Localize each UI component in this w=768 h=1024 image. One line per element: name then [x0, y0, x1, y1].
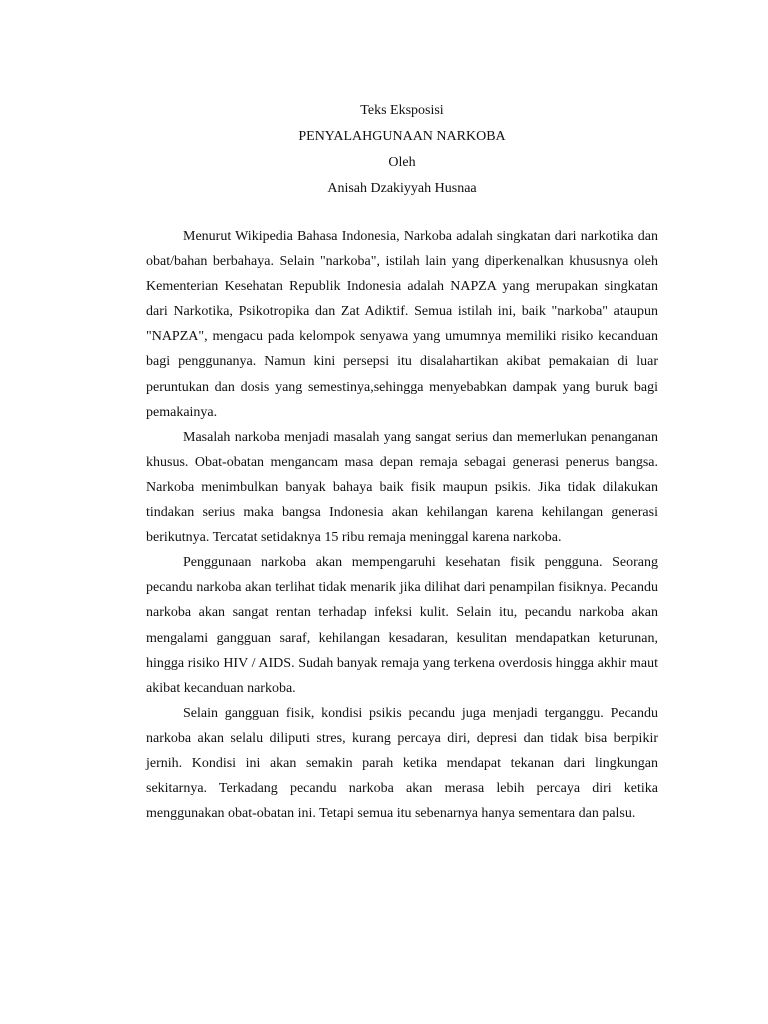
- byline-label: Oleh: [388, 155, 416, 170]
- document-body: [146, 224, 658, 826]
- document-heading: [146, 98, 658, 202]
- text-type-label: Teks Eksposisi: [360, 103, 444, 118]
- paragraph-3: Penggunaan narkoba akan mempengaruhi kesehatan fisik pengguna. Seorang pecandu narkoba akan terlihat tidak menarik jika dilihat dari penampilan fisiknya. Pecandu narkoba akan sangat rentan terhadap infeksi kulit. Selain itu, pecandu narkoba akan mengalami gangguan saraf, kehilangan kesadaran, kesulitan mendapatkan keturunan, hingga risiko HIV / AIDS. Sudah banyak remaja yang terkena overdosis hingga akhir maut akibat kecanduan narkoba.: [146, 555, 658, 696]
- paragraph-2: Masalah narkoba menjadi masalah yang sangat serius dan memerlukan penanganan khusus. Obat-obatan mengancam masa depan remaja sebagai generasi penerus bangsa. Narkoba menimbulkan banyak bahaya baik fisik maupun psikis. Jika tidak dilakukan tindakan serius maka bangsa Indonesia akan kehilangan karena kehilangan generasi berikutnya. Tercatat setidaknya 15 ribu remaja meninggal karena narkoba.: [146, 429, 658, 546]
- document-title: PENYALAHGUNAAN NARKOBA: [298, 129, 506, 144]
- paragraph-1: Menurut Wikipedia Bahasa Indonesia, Narkoba adalah singkatan dari narkotika dan obat/bahan berbahaya. Selain "narkoba", istilah lain yang diperkenalkan khususnya oleh Kementerian Kesehatan Republik Indonesia adalah NAPZA yang merupakan singkatan dari Narkotika, Psikotropika dan Zat Adiktif. Semua istilah ini, baik "narkoba" ataupun "NAPZA", mengacu pada kelompok senyawa yang umumnya memiliki risiko kecanduan bagi penggunanya. Namun kini persepsi itu disalahartikan akibat pemakaian di luar peruntukan dan dosis yang semestinya,sehingga menyebabkan dampak yang buruk bagi pemakainya.: [146, 229, 658, 420]
- author-name: Anisah Dzakiyyah Husnaa: [327, 181, 477, 196]
- paragraph-4: Selain gangguan fisik, kondisi psikis pecandu juga menjadi terganggu. Pecandu narkoba akan selalu diliputi stres, kurang percaya diri, depresi dan tidak bisa berpikir jernih. Kondisi ini akan semakin parah ketika mendapat tekanan dari lingkungan sekitarnya. Terkadang pecandu narkoba akan merasa lebih percaya diri ketika menggunakan obat-obatan ini. Tetapi semua itu sebenarnya hanya sementara dan palsu.: [146, 705, 658, 822]
